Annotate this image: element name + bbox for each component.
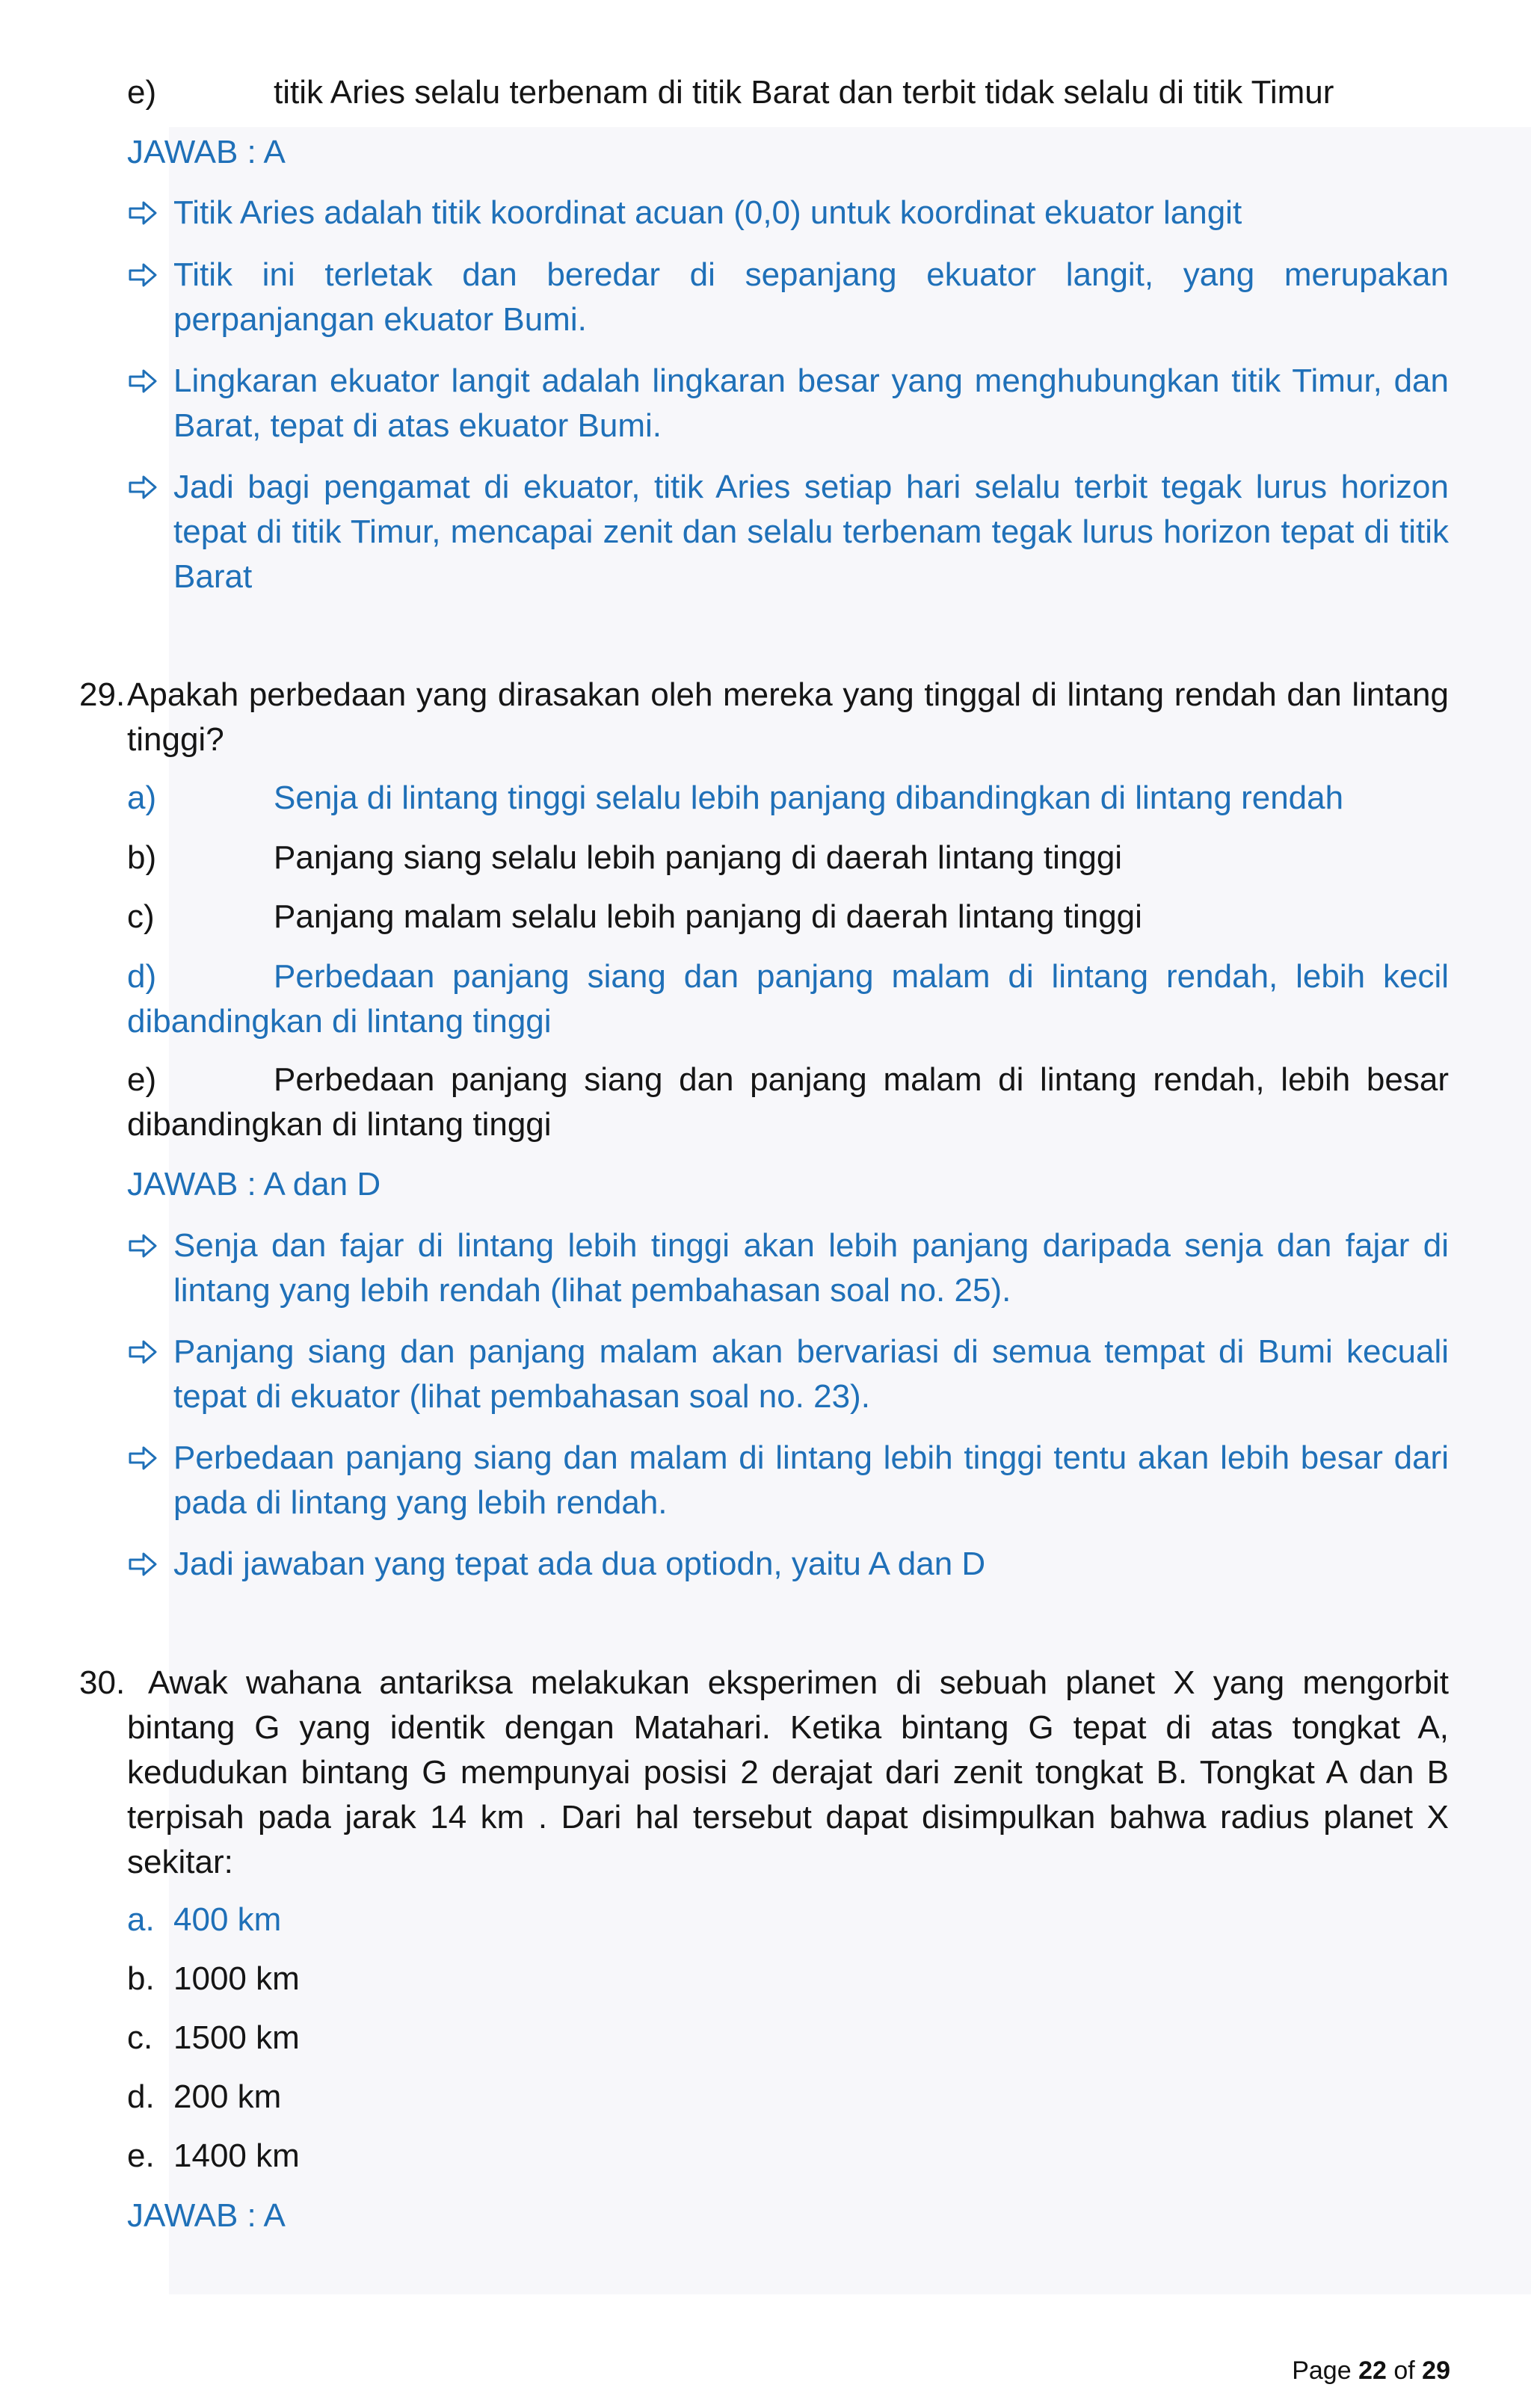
q29-option-b: [127, 836, 1450, 880]
q30-option-a-letter: a.: [127, 1901, 155, 1938]
q29-option-c: [127, 895, 1450, 939]
q29-number: 29.: [79, 676, 126, 713]
arrow-right-icon: [127, 359, 160, 404]
arrow-right-icon: [127, 253, 160, 297]
q30-option-d-letter: d.: [127, 2078, 155, 2115]
q28-option-e-text: titik Aries selalu terbenam di titik Barat dan terbit tidak selalu di titik Timur: [274, 74, 1334, 111]
q29-option-a-text: Senja di lintang tinggi selalu lebih panjang dibandingkan di lintang rendah: [274, 779, 1344, 816]
q29-option-b-text: Panjang siang selalu lebih panjang di daerah lintang tinggi: [274, 839, 1123, 876]
q30-option-d: [127, 2075, 281, 2120]
arrow-right-icon: [127, 1223, 160, 1268]
q29-explanation-4: Jadi jawaban yang tepat ada dua optiodn, yaitu A dan D: [173, 1546, 986, 1582]
q29-explanation-2: Panjang siang dan panjang malam akan bervariasi di semua tempat di Bumi kecuali tepat di ekuator (lihat pembahasan soal no. 23).: [173, 1333, 1449, 1415]
q28-option-e-letter: e): [127, 74, 157, 111]
arrow-right-icon: [127, 191, 160, 235]
q29-option-c-text: Panjang malam selalu lebih panjang di daerah lintang tinggi: [274, 898, 1142, 935]
q30-option-e: [127, 2134, 300, 2179]
footer-page-word: Page: [1292, 2356, 1352, 2385]
q29-option-b-letter: b): [127, 839, 157, 876]
arrow-right-icon: [127, 1436, 160, 1481]
q29-explanation-3: Perbedaan panjang siang dan malam di lintang lebih tinggi tentu akan lebih besar dari pada di lintang yang lebih rendah.: [173, 1439, 1449, 1521]
q28-explanation-1: Titik Aries adalah titik koordinat acuan (0,0) untuk koordinat ekuator langit: [173, 194, 1242, 231]
q30-option-b-text: 1000 km: [173, 1960, 300, 1997]
q30-option-e-text: 1400 km: [173, 2137, 300, 2174]
q30-option-c-text: 1500 km: [173, 2019, 300, 2056]
q30-option-e-letter: e.: [127, 2137, 155, 2174]
q29-option-e: [127, 1058, 1449, 1147]
q29-option-e-letter: e): [127, 1061, 157, 1098]
footer-of-word: of: [1393, 2356, 1415, 2385]
q29-option-e-text: Perbedaan panjang siang dan panjang malam di lintang rendah, lebih besar dibandingkan di lintang tinggi: [127, 1061, 1449, 1143]
q30-option-a-text: 400 km: [173, 1901, 282, 1938]
q30-option-b-letter: b.: [127, 1960, 155, 1997]
q30-option-b: [127, 1957, 300, 2001]
q30-number: 30.: [79, 1664, 126, 1701]
q28-answer: JAWAB : A: [127, 134, 286, 170]
q29-explanation-1: Senja dan fajar di lintang lebih tinggi akan lebih panjang daripada senja dan fajar di lintang yang lebih rendah (lihat pembahasan soal no. 25).: [173, 1227, 1449, 1309]
q30-option-a: [127, 1898, 281, 1942]
q28-explanation-3: Lingkaran ekuator langit adalah lingkaran besar yang menghubungkan titik Timur, dan Barat, tepat di atas ekuator Bumi.: [173, 362, 1449, 444]
page-footer: [1292, 2354, 1450, 2387]
arrow-right-icon: [127, 1542, 160, 1587]
q28-explanation-4: Jadi bagi pengamat di ekuator, titik Aries setiap hari selalu terbit tegak lurus horizon tepat di titik Timur, mencapai zenit dan selalu terbenam tegak lurus horizon tepat di titik Barat: [173, 469, 1449, 595]
q29-option-d-text: Perbedaan panjang siang dan panjang malam di lintang rendah, lebih kecil dibandingkan di lintang tinggi: [127, 958, 1449, 1040]
q28-explanation-2: Titik ini terletak dan beredar di sepanjang ekuator langit, yang merupakan perpanjangan ekuator Bumi.: [173, 256, 1449, 338]
q30-option-c-letter: c.: [127, 2019, 153, 2056]
q28-option-e: [127, 70, 1450, 115]
q30-option-d-text: 200 km: [173, 2078, 282, 2115]
q29-question: Apakah perbedaan yang dirasakan oleh mereka yang tinggal di lintang rendah dan lintang tinggi?: [127, 676, 1449, 758]
footer-page-current: 22: [1358, 2356, 1387, 2385]
arrow-right-icon: [127, 1330, 160, 1374]
q29-option-d-letter: d): [127, 958, 157, 995]
q30-answer: JAWAB : A: [127, 2197, 286, 2234]
q29-option-a: [127, 776, 1450, 821]
q30-question: Awak wahana antariksa melakukan eksperimen di sebuah planet X yang mengorbit bintang G yang identik dengan Matahari. Ketika bintang G tepat di atas tongkat A, kedudukan bintang G mempunyai posisi 2 derajat dari zenit tongkat B. Tongkat A dan B terpisah pada jarak 14 km . Dari hal tersebut dapat disimpulkan bahwa radius planet X sekitar:: [127, 1664, 1449, 1880]
q29-option-c-letter: c): [127, 898, 155, 935]
q29-option-a-letter: a): [127, 779, 157, 816]
q30-option-c: [127, 2016, 300, 2060]
arrow-right-icon: [127, 465, 160, 510]
q29-answer: JAWAB : A dan D: [127, 1166, 381, 1203]
footer-page-total: 29: [1422, 2356, 1450, 2385]
q29-option-d: [127, 954, 1449, 1044]
